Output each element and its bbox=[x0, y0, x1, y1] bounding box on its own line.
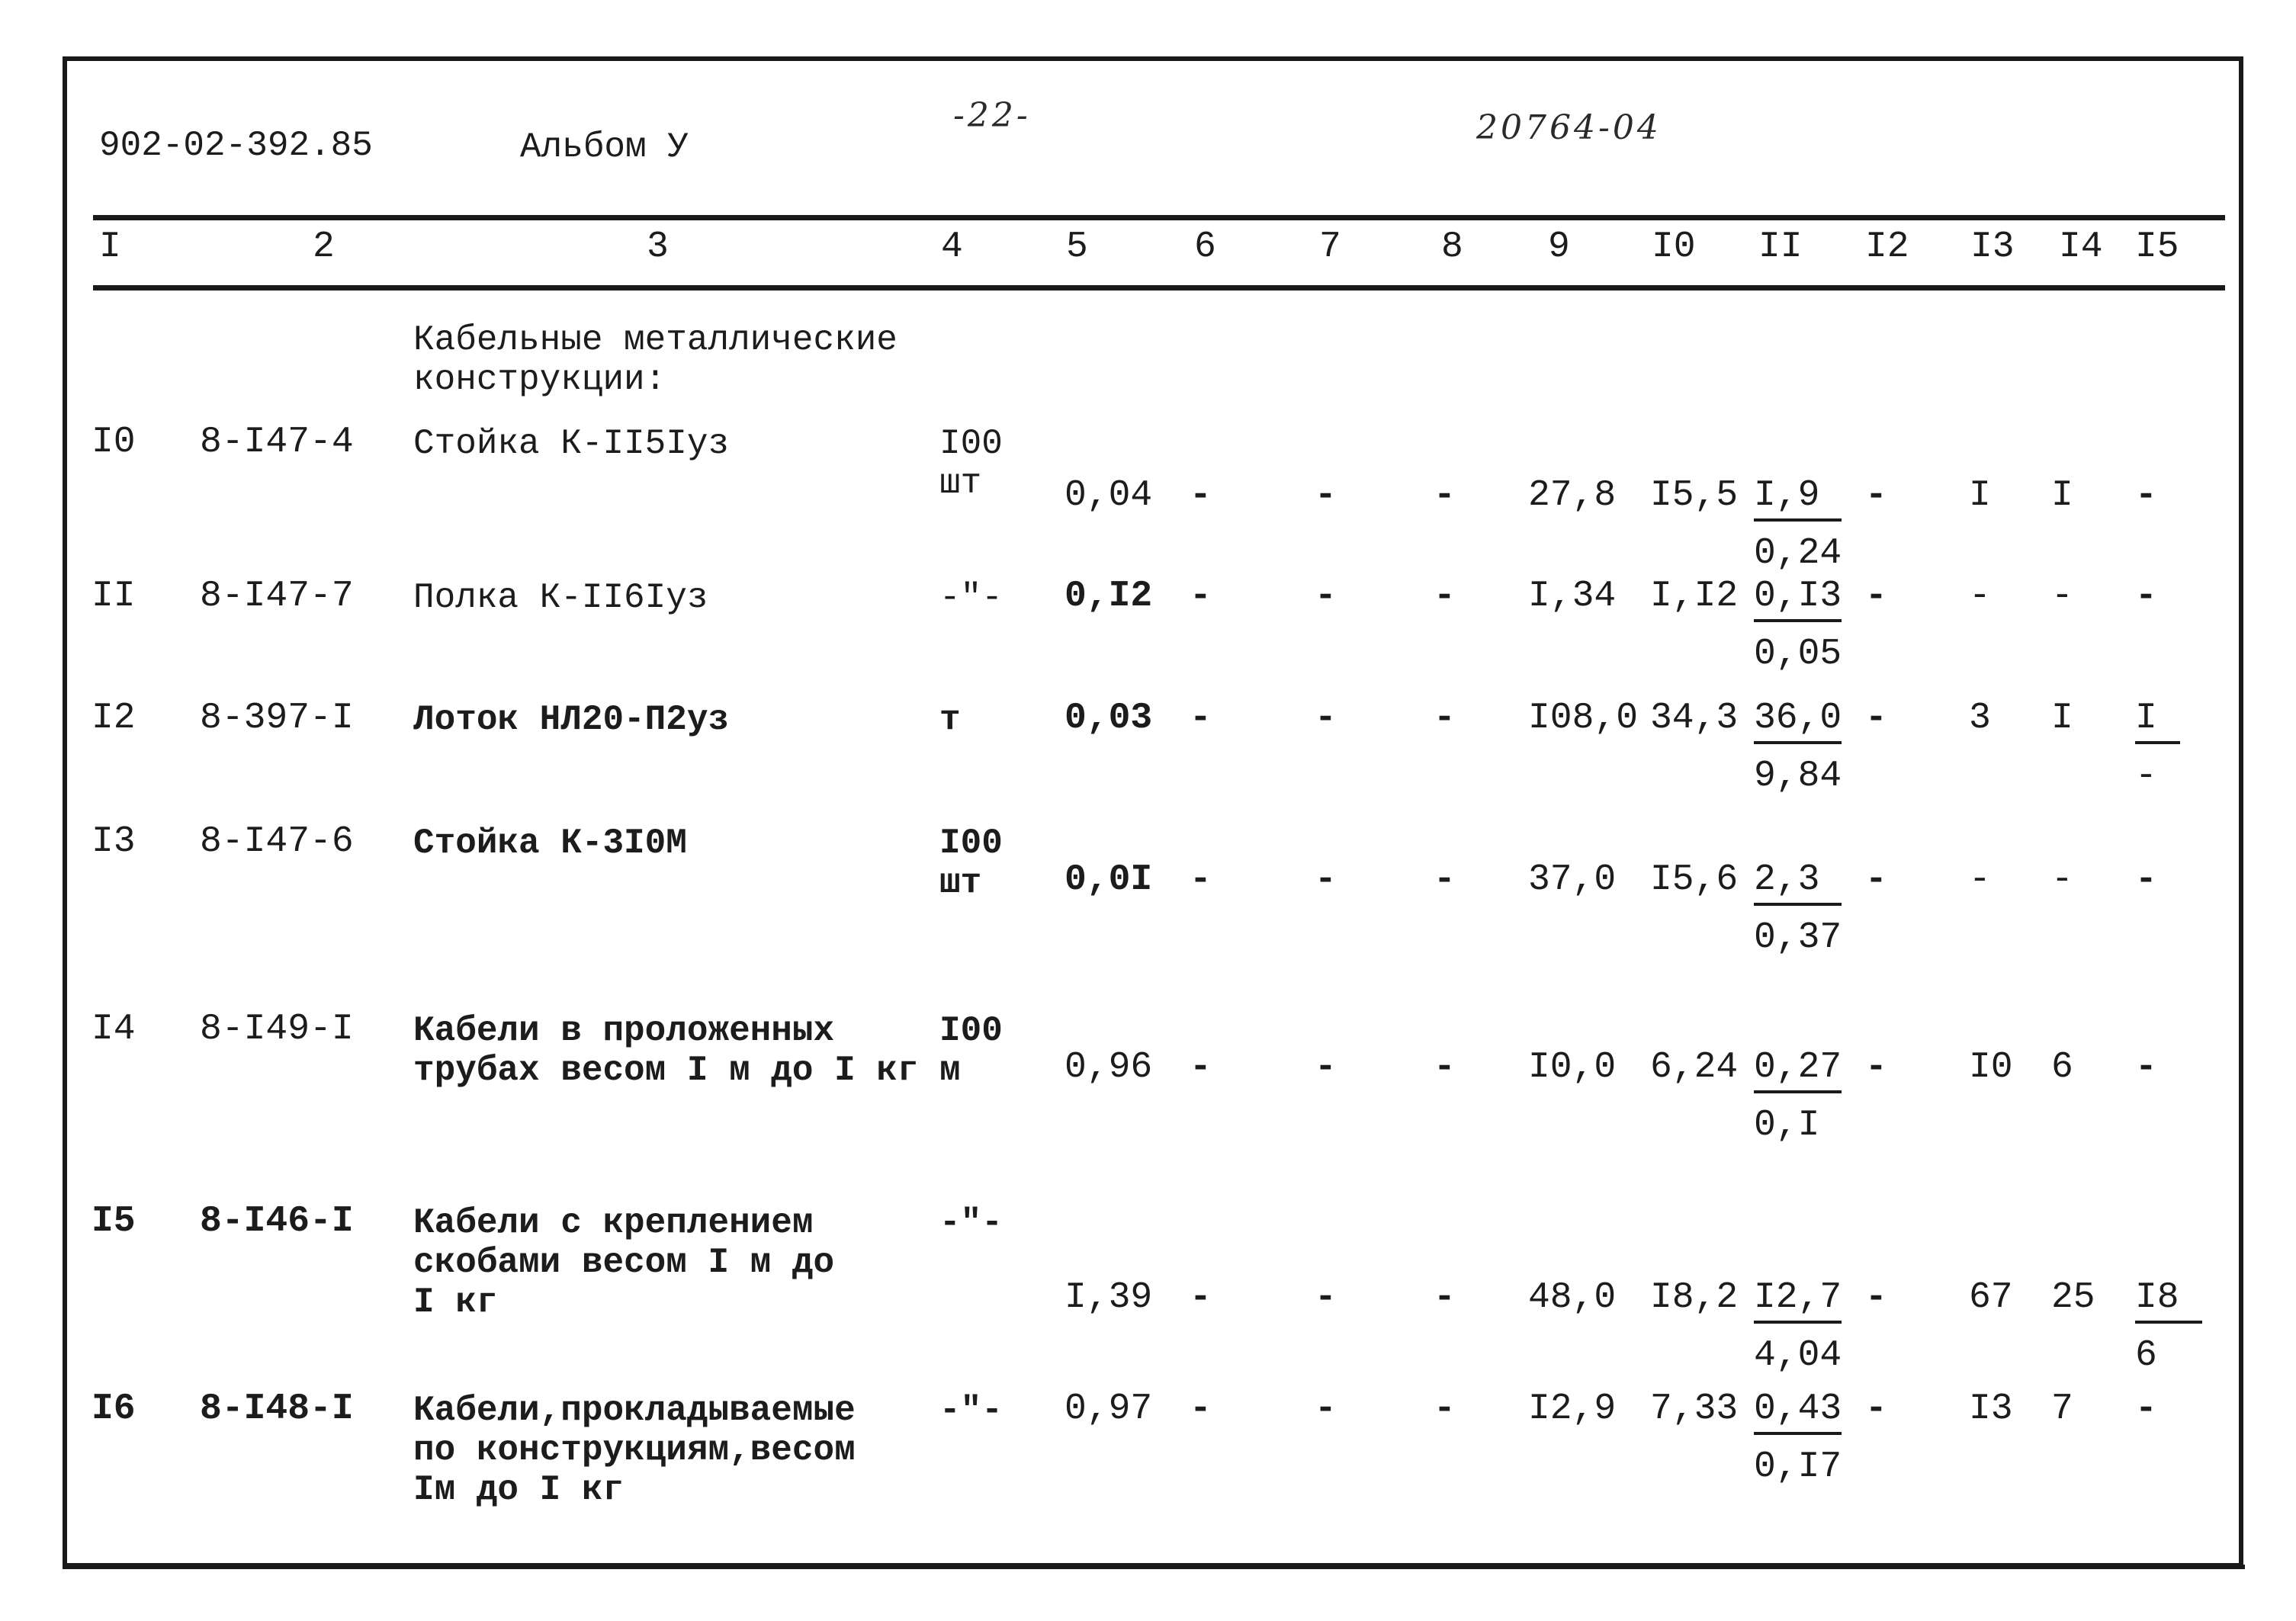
quantity: 0,I2 bbox=[1065, 576, 1153, 617]
rate-code: 8-I46-I bbox=[200, 1201, 354, 1242]
fraction-c11 bbox=[1754, 576, 1842, 675]
value-c6: - bbox=[1190, 1388, 1212, 1430]
unit: I00 шт bbox=[939, 823, 1003, 903]
fraction-c15 bbox=[2135, 1279, 2202, 1374]
column-number: 3 bbox=[647, 226, 669, 268]
value-c8: - bbox=[1434, 1277, 1456, 1318]
quantity: I,39 bbox=[1065, 1277, 1153, 1318]
value-c8: - bbox=[1434, 698, 1456, 739]
value-c10: I,I2 bbox=[1650, 576, 1739, 617]
row-number: I0 bbox=[92, 422, 136, 463]
value-c12: - bbox=[1865, 698, 1887, 739]
value-c14: 6 bbox=[2051, 1047, 2073, 1088]
value-c14: - bbox=[2051, 576, 2073, 617]
unit: -"- bbox=[939, 578, 1003, 618]
value-c15: - bbox=[2135, 859, 2157, 900]
header-rule-bottom bbox=[93, 285, 2225, 290]
item-name: Кабели,прокладываемые по конструкциям,весом Iм до I кг bbox=[413, 1391, 856, 1510]
rate-code: 8-397-I bbox=[200, 698, 354, 739]
fraction-c11 bbox=[1754, 1049, 1842, 1144]
item-name: Стойка К-3I0М bbox=[413, 823, 687, 863]
item-name: Кабели в проложенных трубах весом I м до I кг bbox=[413, 1011, 919, 1090]
item-name: Полка К-II6Iуз bbox=[413, 578, 708, 618]
value-c7: - bbox=[1315, 475, 1337, 516]
value-c6: - bbox=[1190, 698, 1212, 739]
fraction-denominator: 4,04 bbox=[1754, 1335, 1842, 1376]
fraction-c11 bbox=[1754, 1388, 1842, 1488]
header-rule-top bbox=[93, 215, 2225, 220]
fraction-numerator: I8 bbox=[2135, 1279, 2202, 1324]
section-title: Кабельные металлические конструкции: bbox=[413, 320, 898, 400]
fraction-c11 bbox=[1754, 1279, 1842, 1374]
column-number: I2 bbox=[1865, 226, 1909, 268]
rate-code: 8-I48-I bbox=[200, 1388, 354, 1430]
fraction-denominator: 0,37 bbox=[1754, 917, 1842, 958]
value-c8: - bbox=[1434, 1047, 1456, 1088]
quantity: 0,0I bbox=[1065, 859, 1153, 900]
column-number: 5 bbox=[1066, 226, 1088, 268]
value-c9: I0,0 bbox=[1528, 1047, 1617, 1088]
rate-code: 8-I49-I bbox=[200, 1009, 354, 1050]
fraction-numerator: 36,0 bbox=[1754, 700, 1842, 744]
quantity: 0,04 bbox=[1065, 475, 1153, 516]
value-c15: - bbox=[2135, 1388, 2157, 1430]
fraction-c11 bbox=[1754, 859, 1842, 958]
value-c15: - bbox=[2135, 576, 2157, 617]
column-number: 4 bbox=[941, 226, 963, 268]
value-c14: 7 bbox=[2051, 1388, 2073, 1430]
row-number: I4 bbox=[92, 1009, 136, 1050]
unit: т bbox=[939, 700, 961, 740]
value-c7: - bbox=[1315, 859, 1337, 900]
quantity: 0,97 bbox=[1065, 1388, 1153, 1430]
column-number: I bbox=[99, 226, 121, 268]
item-name: Кабели с креплением скобами весом I м до I кг bbox=[413, 1203, 835, 1322]
value-c6: - bbox=[1190, 1277, 1212, 1318]
fraction-denominator: 6 bbox=[2135, 1335, 2157, 1376]
value-c7: - bbox=[1315, 576, 1337, 617]
fraction-numerator: I bbox=[2135, 700, 2180, 744]
value-c12: - bbox=[1865, 859, 1887, 900]
value-c8: - bbox=[1434, 859, 1456, 900]
value-c8: - bbox=[1434, 576, 1456, 617]
page-number: -22- bbox=[953, 96, 1031, 135]
value-c10: I5,5 bbox=[1650, 475, 1739, 516]
page-frame bbox=[63, 56, 2243, 1568]
value-c13: 67 bbox=[1969, 1277, 2013, 1318]
fraction-denominator: 0,05 bbox=[1754, 634, 1842, 675]
value-c13: I3 bbox=[1969, 1388, 2013, 1430]
rate-code: 8-I47-7 bbox=[200, 576, 354, 617]
fraction-numerator: I,9 bbox=[1754, 477, 1842, 522]
value-c9: I,34 bbox=[1528, 576, 1617, 617]
value-c6: - bbox=[1190, 475, 1212, 516]
fraction-numerator: 2,3 bbox=[1754, 862, 1842, 906]
item-name: Лоток НЛ20-П2уз bbox=[413, 700, 730, 740]
doc-code: 902-02-392.85 bbox=[99, 126, 373, 165]
value-c9: I2,9 bbox=[1528, 1388, 1617, 1430]
value-c15: - bbox=[2135, 1047, 2157, 1088]
value-c6: - bbox=[1190, 576, 1212, 617]
column-number: I4 bbox=[2059, 226, 2103, 268]
value-c10: 34,3 bbox=[1650, 698, 1739, 739]
fraction-denominator: - bbox=[2135, 756, 2157, 797]
unit: I00 м bbox=[939, 1011, 1003, 1090]
value-c10: I8,2 bbox=[1650, 1277, 1739, 1318]
value-c14: 25 bbox=[2051, 1277, 2095, 1318]
value-c6: - bbox=[1190, 1047, 1212, 1088]
column-number: 2 bbox=[313, 226, 335, 268]
fraction-numerator: 0,43 bbox=[1754, 1391, 1842, 1435]
quantity: 0,03 bbox=[1065, 698, 1153, 739]
value-c14: - bbox=[2051, 859, 2073, 900]
fraction-c11 bbox=[1754, 477, 1842, 572]
value-c7: - bbox=[1315, 698, 1337, 739]
value-c7: - bbox=[1315, 1388, 1337, 1430]
value-c15: - bbox=[2135, 475, 2157, 516]
column-number: I3 bbox=[1970, 226, 2015, 268]
row-number: II bbox=[92, 576, 136, 617]
column-number: I0 bbox=[1652, 226, 1696, 268]
value-c13: I bbox=[1969, 475, 1991, 516]
sheet-code: 20764-04 bbox=[1476, 108, 1662, 147]
fraction-c15 bbox=[2135, 698, 2180, 797]
column-number: II bbox=[1758, 226, 1803, 268]
rate-code: 8-I47-4 bbox=[200, 422, 354, 463]
quantity: 0,96 bbox=[1065, 1047, 1153, 1088]
fraction-denominator: 9,84 bbox=[1754, 756, 1842, 797]
fraction-numerator: 0,I3 bbox=[1754, 578, 1842, 622]
value-c13: - bbox=[1969, 859, 1991, 900]
unit: I00 шт bbox=[939, 424, 1003, 503]
value-c13: I0 bbox=[1969, 1047, 2013, 1088]
value-c7: - bbox=[1315, 1277, 1337, 1318]
fraction-denominator: 0,24 bbox=[1754, 533, 1842, 574]
rate-code: 8-I47-6 bbox=[200, 821, 354, 862]
row-number: I6 bbox=[92, 1388, 136, 1430]
fraction-c11 bbox=[1754, 698, 1842, 797]
value-c12: - bbox=[1865, 1047, 1887, 1088]
fraction-denominator: 0,I7 bbox=[1754, 1446, 1842, 1488]
value-c14: I bbox=[2051, 698, 2073, 739]
value-c14: I bbox=[2051, 475, 2073, 516]
value-c13: - bbox=[1969, 576, 1991, 617]
value-c9: I08,0 bbox=[1528, 698, 1639, 739]
value-c9: 37,0 bbox=[1528, 859, 1617, 900]
fraction-numerator: I2,7 bbox=[1754, 1279, 1842, 1324]
value-c7: - bbox=[1315, 1047, 1337, 1088]
column-number: 6 bbox=[1194, 226, 1216, 268]
column-number: 8 bbox=[1441, 226, 1463, 268]
fraction-denominator: 0,I bbox=[1754, 1105, 1820, 1146]
value-c10: I5,6 bbox=[1650, 859, 1739, 900]
value-c9: 27,8 bbox=[1528, 475, 1617, 516]
item-name: Стойка К-II5Iуз bbox=[413, 424, 730, 464]
album-label: Альбом У bbox=[520, 127, 689, 167]
value-c12: - bbox=[1865, 576, 1887, 617]
value-c6: - bbox=[1190, 859, 1212, 900]
value-c13: 3 bbox=[1969, 698, 1991, 739]
frame-shadow bbox=[63, 1565, 2245, 1569]
value-c12: - bbox=[1865, 1388, 1887, 1430]
value-c8: - bbox=[1434, 475, 1456, 516]
value-c9: 48,0 bbox=[1528, 1277, 1617, 1318]
row-number: I5 bbox=[92, 1201, 136, 1242]
value-c8: - bbox=[1434, 1388, 1456, 1430]
unit: -"- bbox=[939, 1203, 1003, 1243]
value-c10: 6,24 bbox=[1650, 1047, 1739, 1088]
row-number: I2 bbox=[92, 698, 136, 739]
unit: -"- bbox=[939, 1391, 1003, 1430]
value-c12: - bbox=[1865, 1277, 1887, 1318]
column-number: 9 bbox=[1548, 226, 1570, 268]
column-number: 7 bbox=[1319, 226, 1341, 268]
column-number: I5 bbox=[2135, 226, 2179, 268]
row-number: I3 bbox=[92, 821, 136, 862]
fraction-numerator: 0,27 bbox=[1754, 1049, 1842, 1093]
value-c10: 7,33 bbox=[1650, 1388, 1739, 1430]
value-c12: - bbox=[1865, 475, 1887, 516]
